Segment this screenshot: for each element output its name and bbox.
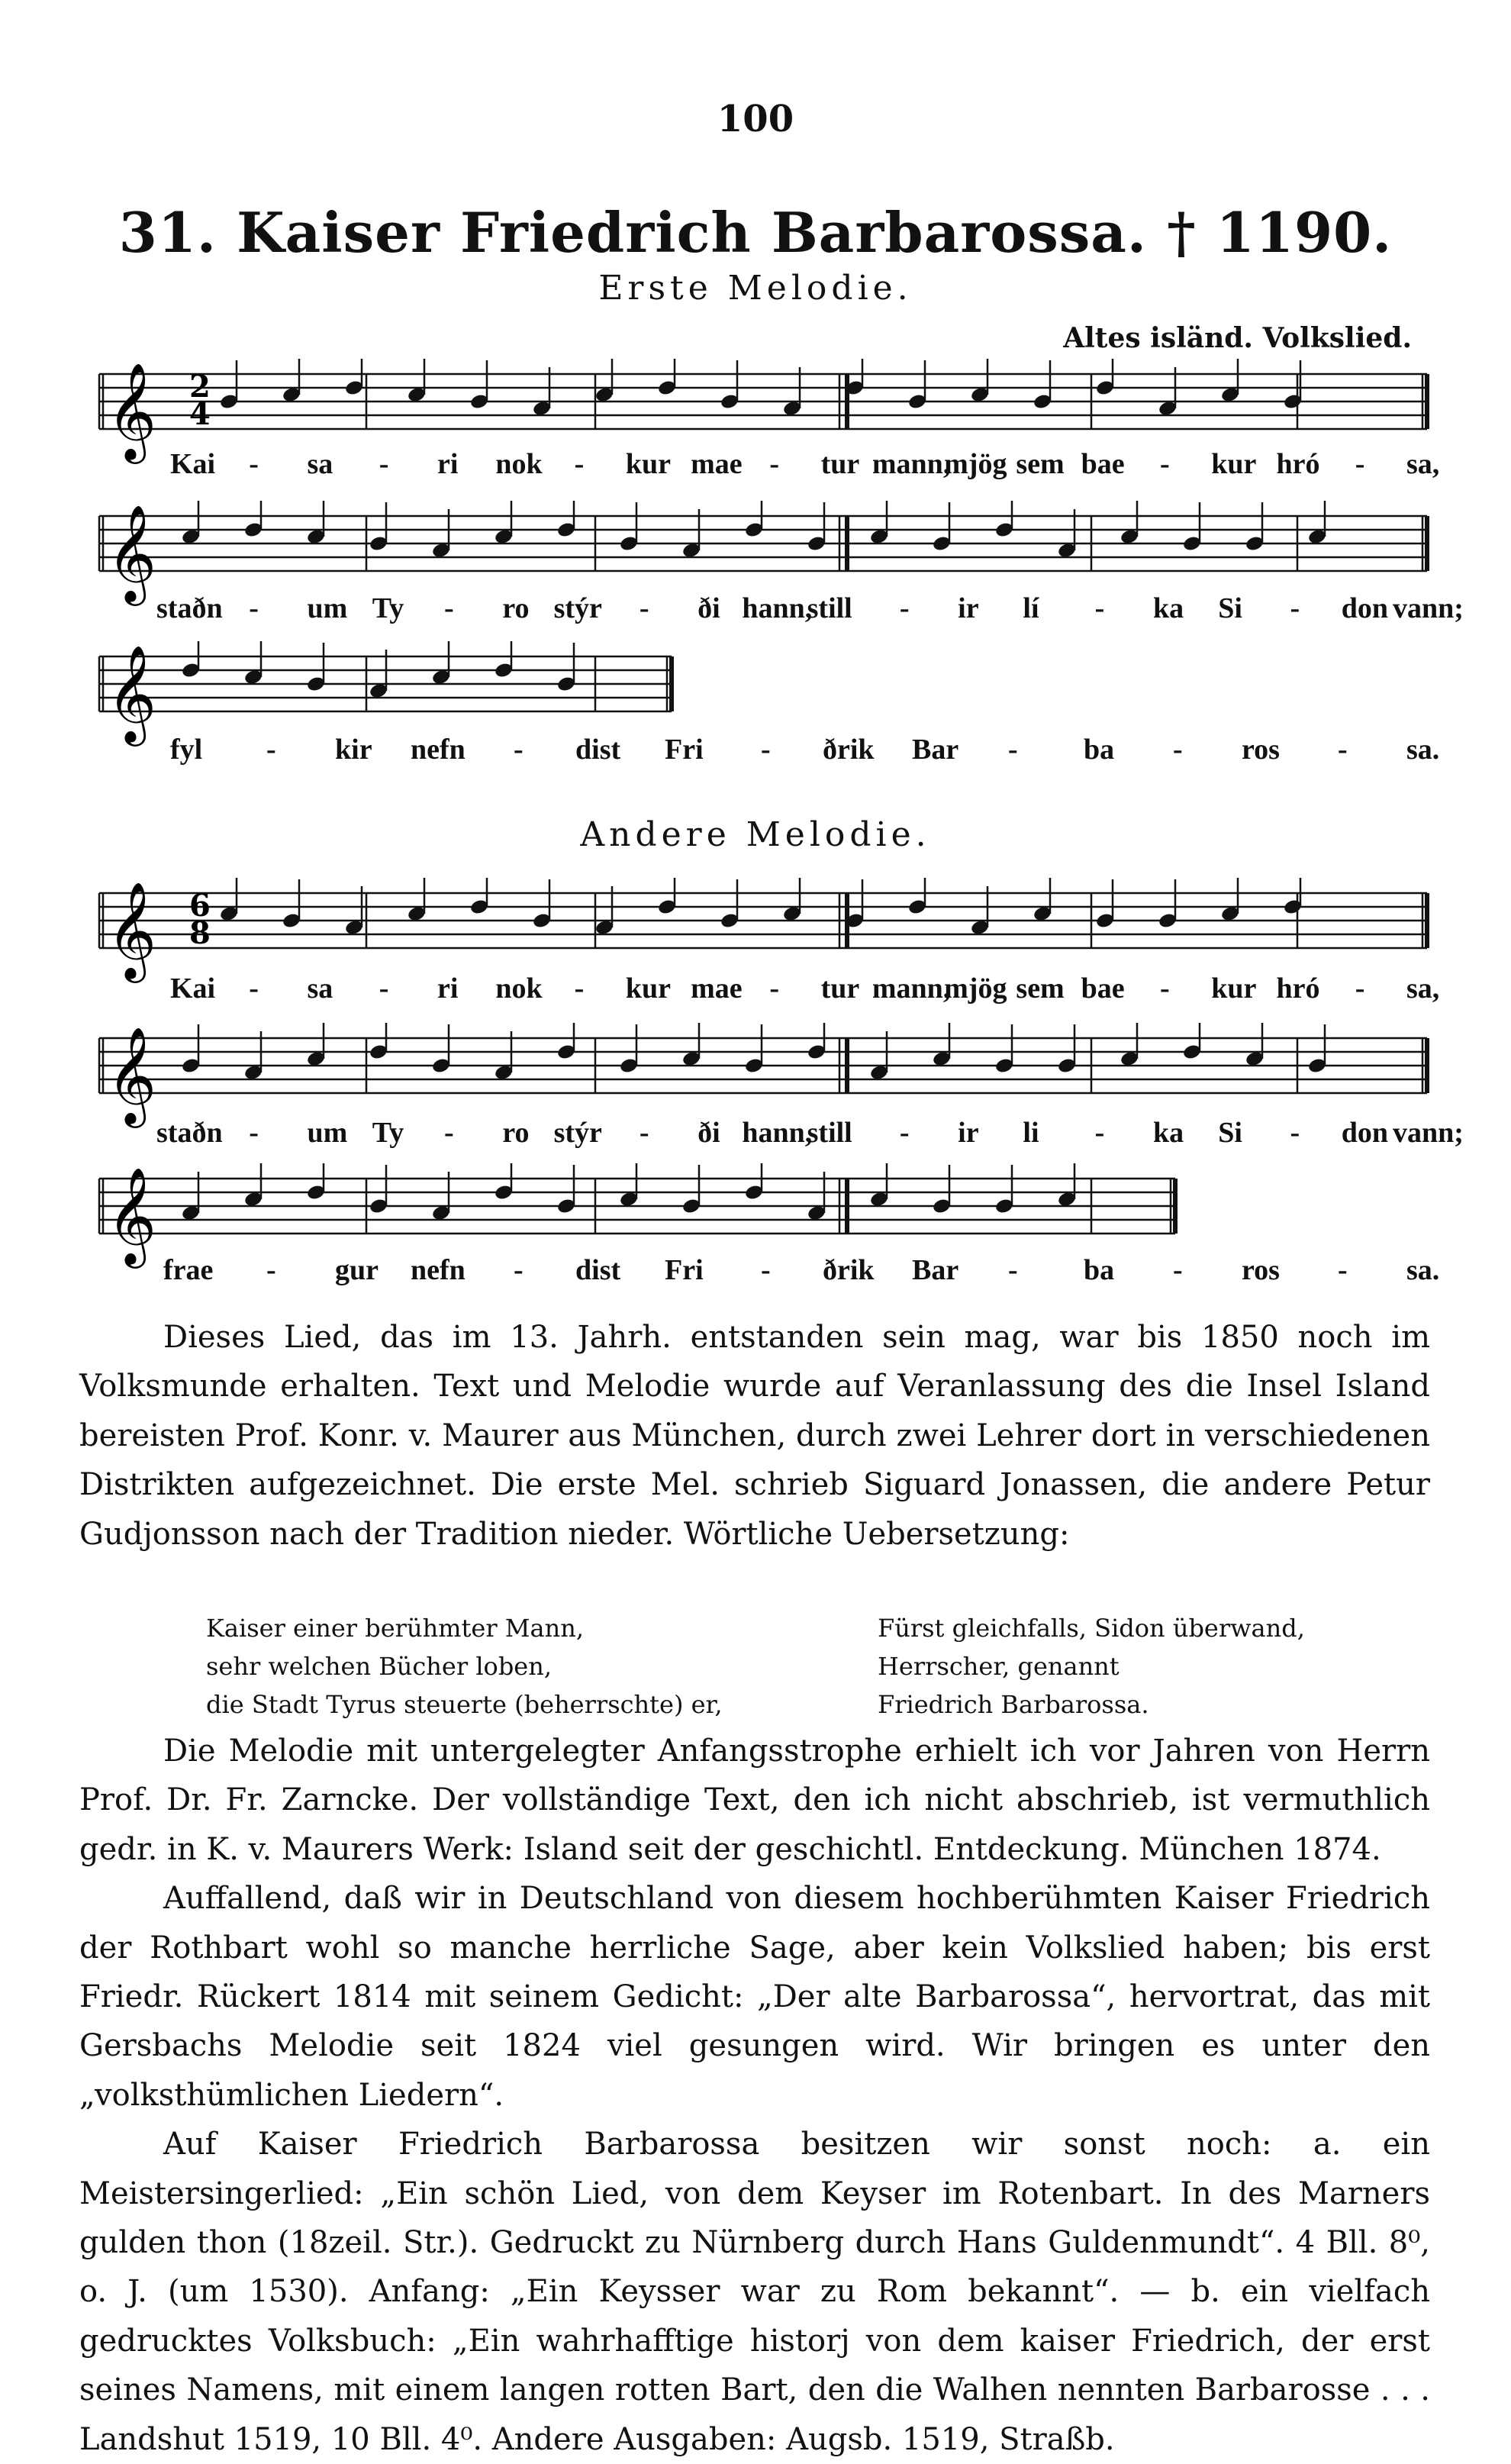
lyric-syllable: hró — [1276, 972, 1320, 1005]
lyric-syllable: - — [444, 592, 454, 624]
lyric-syllable: gur — [335, 1254, 379, 1286]
lyric-syllable: mae — [691, 972, 743, 1005]
lyric-syllable: don — [1341, 1117, 1389, 1149]
lyric-syllable: hann, — [742, 592, 813, 624]
treble-clef-icon: 𝄞 — [107, 644, 157, 742]
paragraph-rueckert: Auffallend, daß wir in Deutschland von diesem hochberühmten Kaiser Friedrich der Rothbart wohl so manche herrliche Sage, aber kein Volkslied haben; bis erst Friedr. Rückert 1814 mit seinem Gedicht: „Der alte Barbarossa“, hervortrat, das mit Gersbachs Melodie seit 1824 viel gesungen wird. Wir bringen es unter den „volksthümlichen Liedern“. — [79, 1881, 1430, 2113]
lyric-syllable: still — [807, 1117, 852, 1149]
lyric-syllable: mjög — [944, 448, 1007, 480]
translation-line: Friedrich Barbarossa. — [878, 1690, 1149, 1719]
lyric-syllable: - — [1338, 734, 1348, 766]
lyric-syllable: sa — [307, 448, 333, 480]
lyric-syllable: - — [761, 1254, 771, 1286]
lyric-syllable: ka — [1152, 1117, 1184, 1149]
lyric-syllable: - — [1290, 592, 1300, 624]
lyric-syllable: staðn — [156, 1117, 223, 1149]
lyric-syllable: Si — [1218, 1117, 1242, 1149]
lyric-syllable: hró — [1276, 448, 1320, 480]
lyric-syllable: lí — [1023, 592, 1039, 624]
lyric-syllable: ri — [437, 972, 459, 1005]
lyric-syllable: ros — [1242, 734, 1280, 766]
lyric-syllable: sa, — [1406, 972, 1440, 1005]
translation-left-column — [206, 1609, 723, 1724]
lyric-syllable: - — [574, 972, 585, 1005]
lyric-syllable: mae — [691, 448, 743, 480]
lyric-syllable: tur — [820, 448, 860, 480]
lyric-syllable: ðrik — [823, 1254, 875, 1286]
treble-clef-icon: 𝄞 — [107, 504, 157, 601]
lyric-syllable: dist — [575, 1254, 621, 1286]
lyric-syllable: hann, — [742, 1117, 813, 1149]
lyric-syllable: nok — [495, 448, 543, 480]
translation-line: Fürst gleichfalls, Sidon überwand, — [878, 1614, 1305, 1643]
lyric-syllable: - — [1355, 972, 1365, 1005]
lyric-syllable: - — [1173, 1254, 1183, 1286]
lyric-syllable: - — [1338, 1254, 1348, 1286]
lyric-syllable: - — [1008, 1254, 1018, 1286]
lyric-syllable: ros — [1242, 1254, 1280, 1286]
lyric-syllable: Ty — [372, 1117, 404, 1149]
melody1-staff-3 — [0, 641, 1511, 748]
lyric-syllable: sem — [1016, 448, 1065, 480]
lyric-syllable: sem — [1016, 972, 1065, 1005]
lyric-syllable: um — [307, 592, 348, 624]
lyric-syllable: - — [266, 1254, 276, 1286]
treble-clef-icon: 𝄞 — [107, 1026, 157, 1124]
lyric-syllable: sa, — [1406, 448, 1440, 480]
lyric-syllable: bae — [1081, 972, 1125, 1005]
lyric-syllable: kir — [335, 734, 372, 766]
lyric-syllable: - — [769, 448, 780, 480]
lyric-syllable: bae — [1081, 448, 1125, 480]
lyric-syllable: ðrik — [823, 734, 875, 766]
translation-line: Kaiser einer berühmter Mann, — [206, 1614, 585, 1643]
lyric-syllable: kur — [1211, 448, 1257, 480]
lyric-syllable: ði — [698, 592, 720, 624]
lyric-syllable: sa. — [1406, 1254, 1440, 1286]
lyric-syllable: - — [514, 734, 524, 766]
lyric-syllable: sa. — [1406, 734, 1440, 766]
lyric-syllable: stýr — [553, 592, 602, 624]
lyric-syllable: Fri — [665, 734, 704, 766]
time-signature-digit: 2 — [189, 369, 211, 405]
lyric-syllable: ir — [958, 592, 979, 624]
lyric-syllable: Ty — [372, 592, 404, 624]
lyric-syllable: - — [639, 592, 649, 624]
lyric-syllable: kur — [625, 972, 671, 1005]
page-number: 100 — [717, 98, 794, 140]
lyric-syllable: vann; — [1393, 592, 1464, 624]
lyric-syllable: dist — [575, 734, 621, 766]
melody2-heading: Andere Melodie. — [580, 815, 931, 854]
translation-right-column — [878, 1609, 1305, 1724]
lyric-syllable: - — [1159, 972, 1170, 1005]
lyric-syllable: Si — [1218, 592, 1242, 624]
lyric-syllable: Bar — [912, 734, 959, 766]
lyric-syllable: - — [1355, 448, 1365, 480]
melody1-lyrics-3 — [0, 733, 1511, 779]
lyric-syllable: - — [1290, 1117, 1300, 1149]
lyric-syllable: ka — [1152, 592, 1184, 624]
lyric-syllable: Bar — [912, 1254, 959, 1286]
lyric-syllable: - — [899, 1117, 910, 1149]
lyric-syllable: - — [266, 734, 276, 766]
commentary-intro: Dieses Lied, das im 13. Jahrh. entstanden sein mag, war bis 1850 noch im Volksmunde erhalten. Text und Melodie wurde auf Veranlassung des die Insel Island bereisten Prof. Konr. v. Maurer aus München, durch zwei Lehrer dort in verschiedenen Distrikten aufgezeichnet. Die erste Mel. schrieb Siguard Jonassen, die andere Petur Gudjonsson nach der Tradition nieder. Wörtliche Uebersetzung: — [79, 1320, 1430, 1552]
lyric-syllable: nefn — [411, 1254, 466, 1286]
lyric-syllable: ba — [1084, 734, 1115, 766]
lyric-syllable: - — [761, 734, 771, 766]
lyric-syllable: - — [249, 972, 259, 1005]
lyric-syllable: - — [1094, 592, 1105, 624]
lyric-syllable: mann, — [871, 972, 951, 1005]
treble-clef-icon: 𝄞 — [107, 1166, 157, 1264]
lyric-syllable: - — [249, 1117, 259, 1149]
lyric-syllable: ro — [502, 592, 530, 624]
lyric-syllable: vann; — [1393, 1117, 1464, 1149]
translation-line: Herrscher, genannt — [878, 1652, 1120, 1681]
translation-line: die Stadt Tyrus steuerte (beherrschte) er, — [206, 1690, 723, 1719]
lyric-syllable: stýr — [553, 1117, 602, 1149]
melody2-lyrics-2 — [0, 1116, 1511, 1162]
melody2-lyrics-3 — [0, 1253, 1511, 1299]
lyric-syllable: fyl — [170, 734, 203, 766]
treble-clef-icon: 𝄞 — [107, 881, 157, 979]
lyric-syllable: - — [249, 592, 259, 624]
time-signature-digit: 4 — [189, 396, 211, 432]
melody1-lyrics-1 — [0, 447, 1511, 493]
melody2-staff-1 — [0, 878, 1511, 985]
lyric-syllable: ri — [437, 448, 459, 480]
lyric-syllable: Fri — [665, 1254, 704, 1286]
lyric-syllable: li — [1023, 1117, 1039, 1149]
commentary-body — [79, 1727, 1430, 2464]
paragraph-other-sources: Auf Kaiser Friedrich Barbarossa besitzen wir sonst noch: a. ein Meistersingerlied: „Ein schön Lied, von dem Keyser im Rotenbart. In des Marners gulden thon (18zeil. Str.). Gedruckt zu Nürnberg durch Hans Guldenmundt“. 4 Bll. 8⁰, o. J. (um 1530). Anfang: „Ein Keysser war zu Rom bekannt“. — b. ein vielfach gedrucktes Volksbuch: „Ein wahrhafftige historj von dem kaiser Friedrich, der erst seines Namens, mit einem langen rotten Bart, den die Walhen nennten Barbarosse . . . Landshut 1519, 10 Bll. 4⁰. Andere Ausgaben: Augsb. 1519, Straßb. — [79, 2127, 1430, 2457]
lyric-syllable: nok — [495, 972, 543, 1005]
time-signature-digit: 8 — [189, 915, 211, 951]
lyric-syllable: - — [249, 448, 259, 480]
lyric-syllable: - — [1094, 1117, 1105, 1149]
song-title: 31. Kaiser Friedrich Barbarossa. † 1190. — [118, 200, 1393, 265]
treble-clef-icon: 𝄞 — [107, 362, 157, 460]
melody1-heading: Erste Melodie. — [598, 269, 913, 308]
lyric-syllable: mjög — [944, 972, 1007, 1005]
lyric-syllable: - — [1008, 734, 1018, 766]
lyric-syllable: Kai — [170, 972, 216, 1005]
lyric-syllable: - — [379, 448, 389, 480]
lyric-syllable: frae — [163, 1254, 214, 1286]
lyric-syllable: tur — [820, 972, 860, 1005]
lyric-syllable: mann, — [871, 448, 951, 480]
lyric-syllable: ir — [958, 1117, 979, 1149]
lyric-syllable: still — [807, 592, 852, 624]
paragraph-melody-source: Die Melodie mit untergelegter Anfangsstrophe erhielt ich vor Jahren von Herrn Prof. Dr. Fr. Zarncke. Der vollständige Text, den ich nicht abschrieb, ist vermuthlich gedr. in K. v. Maurers Werk: Island seit der geschichtl. Entdeckung. München 1874. — [79, 1734, 1430, 1867]
lyric-syllable: kur — [625, 448, 671, 480]
lyric-syllable: - — [574, 448, 585, 480]
lyric-syllable: sa — [307, 972, 333, 1005]
lyric-syllable: ba — [1084, 1254, 1115, 1286]
lyric-syllable: nefn — [411, 734, 466, 766]
lyric-syllable: - — [444, 1117, 454, 1149]
melody-source: Altes isländ. Volkslied. — [1063, 322, 1412, 354]
time-signature-digit: 6 — [189, 888, 211, 924]
lyric-syllable: - — [769, 972, 780, 1005]
lyric-syllable: kur — [1211, 972, 1257, 1005]
melody1-lyrics-2 — [0, 592, 1511, 637]
lyric-syllable: - — [379, 972, 389, 1005]
lyric-syllable: Kai — [170, 448, 216, 480]
lyric-syllable: ro — [502, 1117, 530, 1149]
lyric-syllable: - — [514, 1254, 524, 1286]
lyric-syllable: - — [1159, 448, 1170, 480]
lyric-syllable: ði — [698, 1117, 720, 1149]
lyric-syllable: don — [1341, 592, 1389, 624]
lyric-syllable: - — [639, 1117, 649, 1149]
translation-line: sehr welchen Bücher loben, — [206, 1652, 553, 1681]
melody2-lyrics-1 — [0, 972, 1511, 1018]
lyric-syllable: - — [1173, 734, 1183, 766]
melody2-staff-2 — [0, 1023, 1511, 1130]
lyric-syllable: - — [899, 592, 910, 624]
lyric-syllable: staðn — [156, 592, 223, 624]
lyric-syllable: um — [307, 1117, 348, 1149]
